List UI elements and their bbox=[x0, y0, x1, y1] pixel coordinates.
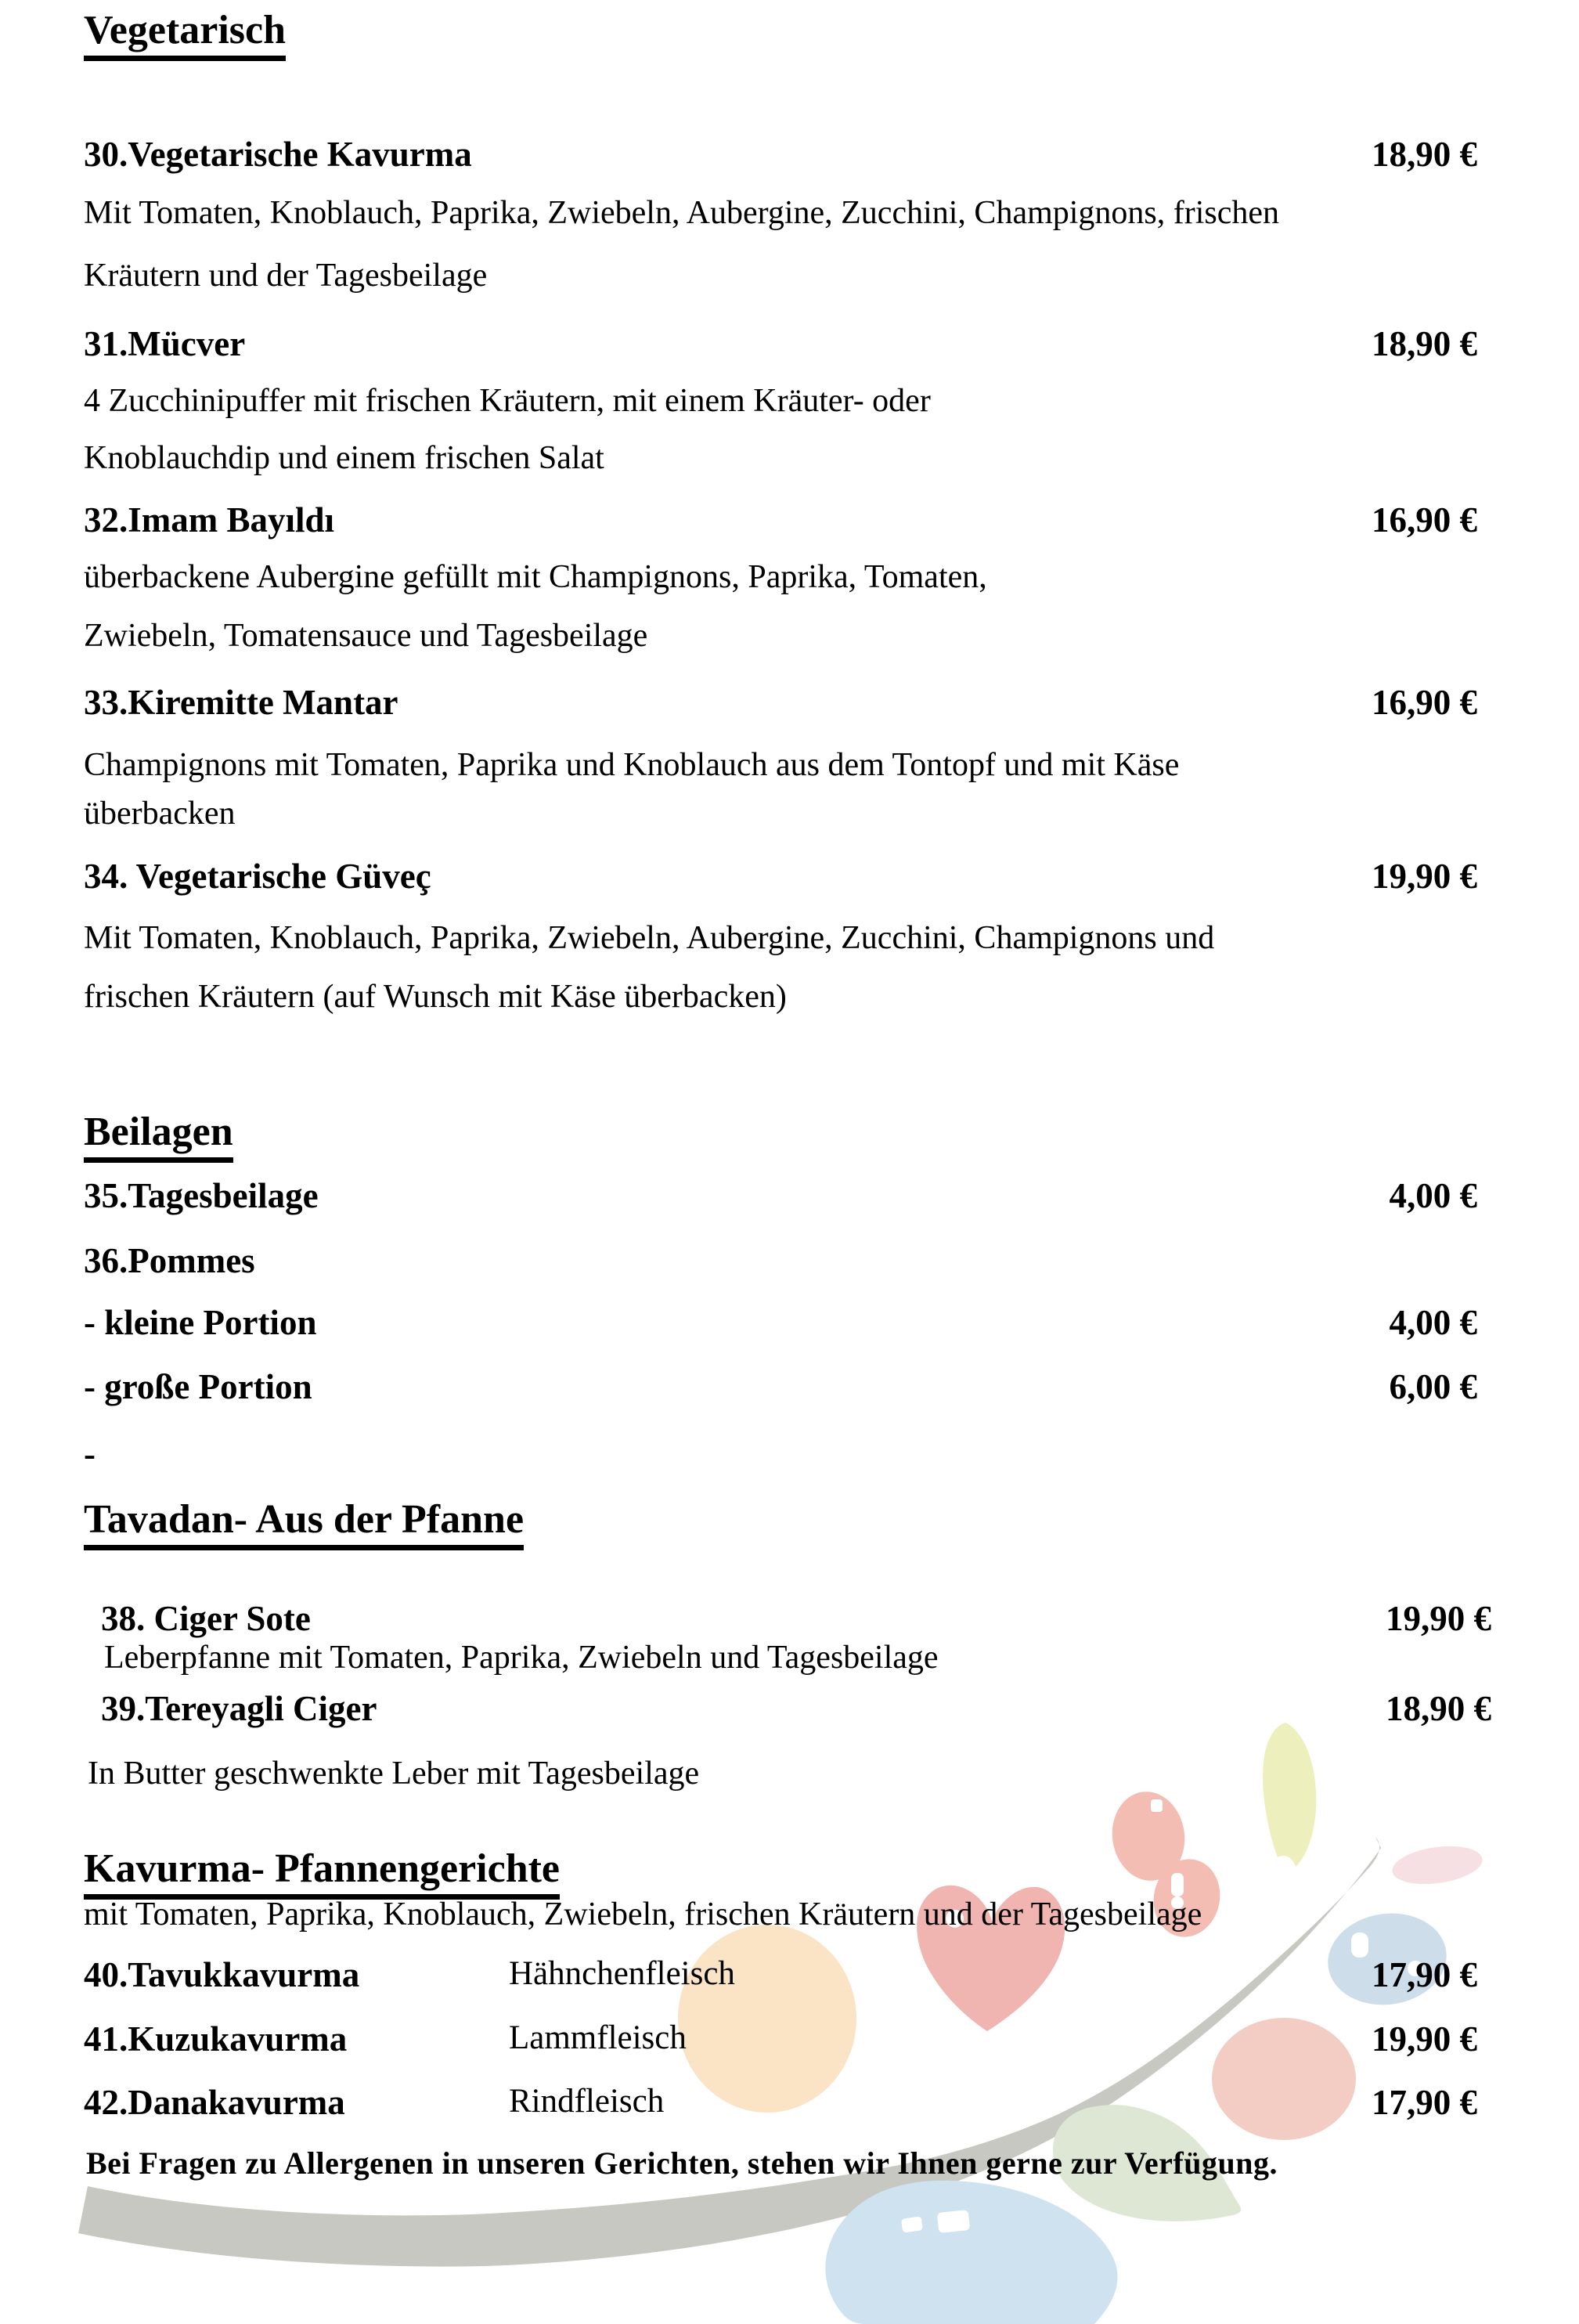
menu-item-row-42 bbox=[84, 2081, 1477, 2124]
item-price-41: 19,90 € bbox=[1372, 2019, 1477, 2059]
item-title-36: 36.Pommes bbox=[84, 1241, 255, 1280]
item-desc-34-line1: Mit Tomaten, Knoblauch, Paprika, Zwiebeln, Aubergine, Zucchini, Champignons und bbox=[84, 920, 1215, 956]
item-title-31: 31.Mücver bbox=[84, 324, 246, 363]
item-price-33: 16,90 € bbox=[1372, 683, 1477, 722]
item-desc-33-line2: überbacken bbox=[84, 796, 236, 832]
menu-item-row-31 bbox=[84, 323, 1477, 365]
item-price-38: 19,90 € bbox=[1386, 1599, 1491, 1638]
item-price-34: 19,90 € bbox=[1372, 857, 1477, 896]
item-title-pommes-klein: - kleine Portion bbox=[84, 1303, 317, 1342]
item-meat-42: Rindfleisch bbox=[509, 2083, 665, 2120]
menu-item-row-34 bbox=[84, 855, 1477, 897]
item-desc-34-line2: frischen Kräutern (auf Wunsch mit Käse überbacken) bbox=[84, 979, 787, 1015]
section-heading-tavadan: Tavadan- Aus der Pfanne bbox=[84, 1497, 524, 1550]
item-price-39: 18,90 € bbox=[1386, 1689, 1491, 1728]
item-title-42: 42.Danakavurma bbox=[84, 2083, 345, 2122]
item-desc-30-line2: Kräutern und der Tagesbeilage bbox=[84, 258, 488, 294]
menu-item-row-35 bbox=[84, 1175, 1477, 1217]
menu-item-row-38 bbox=[101, 1597, 1491, 1640]
item-desc-38: Leberpfanne mit Tomaten, Paprika, Zwiebeln und Tagesbeilage bbox=[104, 1640, 939, 1676]
section-heading-vegetarisch: Vegetarisch bbox=[84, 8, 286, 61]
item-meat-40: Hähnchenfleisch bbox=[509, 1955, 735, 1992]
item-title-33: 33.Kiremitte Mantar bbox=[84, 683, 398, 722]
item-title-30: 30.Vegetarische Kavurma bbox=[84, 135, 472, 174]
item-title-34: 34. Vegetarische Güveç bbox=[84, 857, 431, 896]
item-price-42: 17,90 € bbox=[1372, 2083, 1477, 2122]
item-desc-33-line1: Champignons mit Tomaten, Paprika und Knoblauch aus dem Tontopf und mit Käse bbox=[84, 747, 1180, 783]
menu-item-row-36 bbox=[84, 1240, 1477, 1282]
item-price-pommes-gross: 6,00 € bbox=[1389, 1367, 1477, 1406]
menu-item-row-pommes-gross bbox=[84, 1366, 1477, 1408]
item-desc-32-line2: Zwiebeln, Tomatensauce und Tagesbeilage bbox=[84, 618, 648, 654]
menu-item-row-41 bbox=[84, 2018, 1477, 2060]
item-title-39: 39.Tereyagli Ciger bbox=[101, 1689, 377, 1728]
item-desc-31-line1: 4 Zucchinipuffer mit frischen Kräutern, mit einem Kräuter- oder bbox=[84, 383, 931, 419]
item-title-dash: - bbox=[84, 1434, 96, 1474]
item-desc-32-line1: überbackene Aubergine gefüllt mit Champignons, Paprika, Tomaten, bbox=[84, 559, 987, 595]
item-title-pommes-gross: - große Portion bbox=[84, 1367, 312, 1406]
item-title-38: 38. Ciger Sote bbox=[101, 1599, 311, 1638]
item-price-35: 4,00 € bbox=[1389, 1176, 1477, 1215]
item-desc-30-line1: Mit Tomaten, Knoblauch, Paprika, Zwiebeln, Aubergine, Zucchini, Champignons, frischen bbox=[84, 195, 1280, 231]
menu-item-row-39 bbox=[101, 1687, 1491, 1730]
allergen-note: Bei Fragen zu Allergenen in unseren Gerichten, stehen wir Ihnen gerne zur Verfügung. bbox=[86, 2145, 1278, 2181]
menu-item-row-33 bbox=[84, 681, 1477, 724]
item-desc-31-line2: Knoblauchdip und einem frischen Salat bbox=[84, 440, 604, 476]
section-heading-beilagen: Beilagen bbox=[84, 1110, 233, 1163]
section-heading-kavurma: Kavurma- Pfannengerichte bbox=[84, 1846, 560, 1900]
item-price-31: 18,90 € bbox=[1372, 324, 1477, 363]
item-price-30: 18,90 € bbox=[1372, 135, 1477, 174]
item-meat-41: Lammfleisch bbox=[509, 2019, 687, 2056]
item-price-pommes-klein: 4,00 € bbox=[1389, 1303, 1477, 1342]
item-price-40: 17,90 € bbox=[1372, 1955, 1477, 1994]
item-title-40: 40.Tavukkavurma bbox=[84, 1955, 360, 1994]
menu-item-row-32 bbox=[84, 499, 1477, 541]
item-title-32: 32.Imam Bayıldı bbox=[84, 500, 335, 540]
menu-item-row-30 bbox=[84, 133, 1477, 175]
menu-item-row-dash bbox=[84, 1433, 1477, 1475]
item-title-41: 41.Kuzukavurma bbox=[84, 2019, 348, 2059]
item-price-32: 16,90 € bbox=[1372, 500, 1477, 540]
menu-item-row-pommes-klein bbox=[84, 1301, 1477, 1344]
item-title-35: 35.Tagesbeilage bbox=[84, 1176, 319, 1215]
item-desc-39: In Butter geschwenkte Leber mit Tagesbeilage bbox=[88, 1756, 700, 1792]
menu-item-row-40 bbox=[84, 1954, 1477, 1996]
kavurma-intro-line: mit Tomaten, Paprika, Knoblauch, Zwiebeln, frischen Kräutern und der Tagesbeilage bbox=[84, 1896, 1202, 1932]
